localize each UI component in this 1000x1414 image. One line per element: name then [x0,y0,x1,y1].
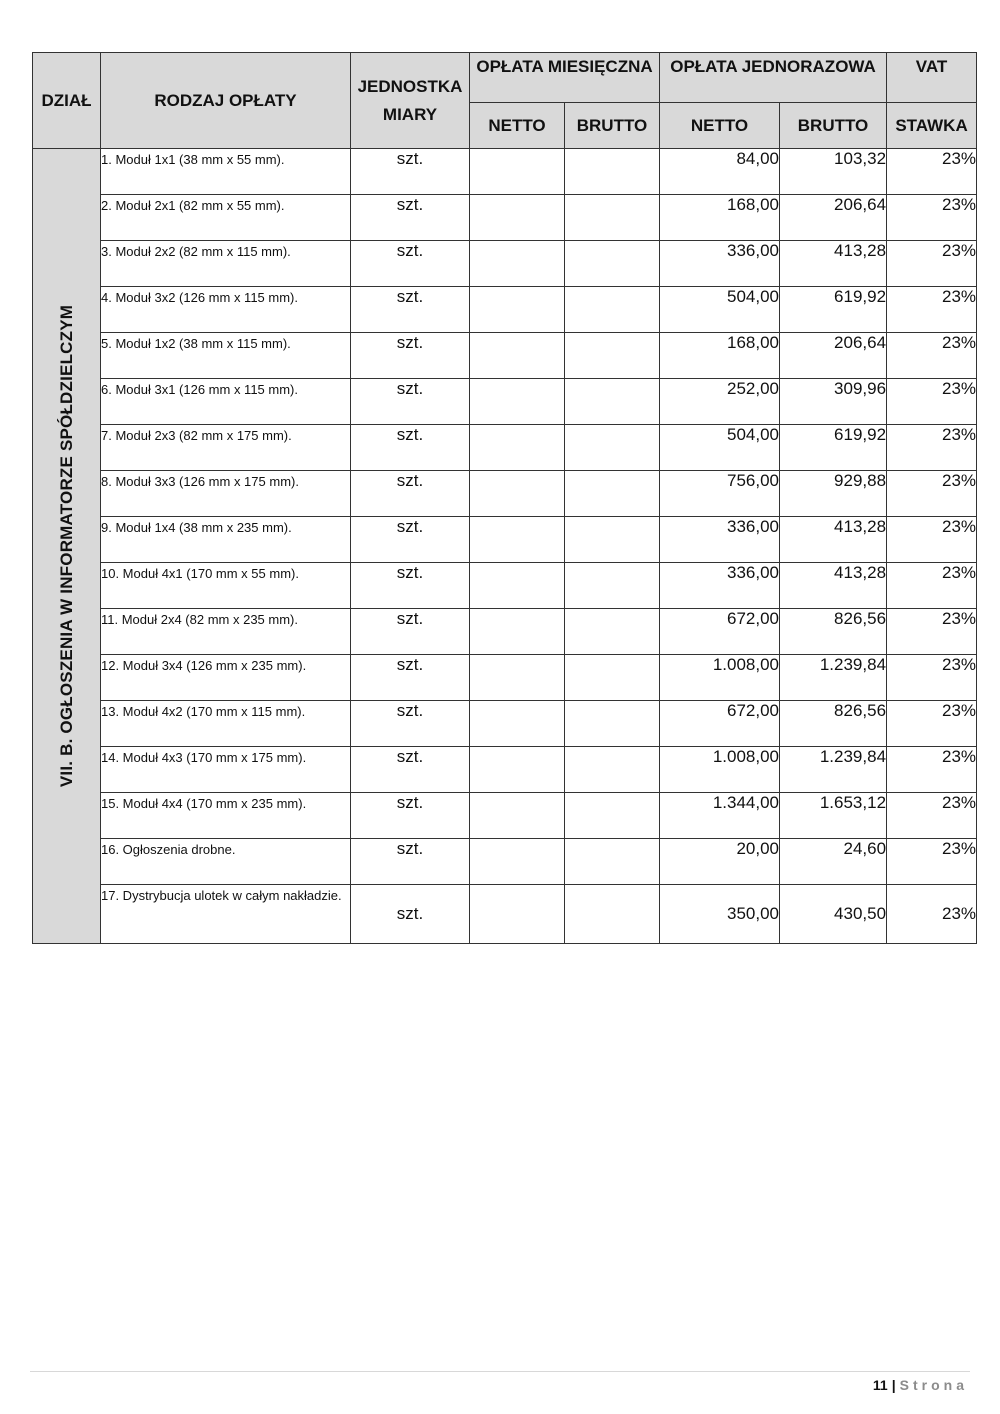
unit-cell: szt. [351,287,470,333]
vat-rate-cell: 23% [887,563,977,609]
monthly-brutto-cell [565,609,660,655]
section-label: VII. B. OGŁOSZENIA W INFORMATORZE SPÓŁDZIELCZYM [56,304,76,788]
unit-cell: szt. [351,747,470,793]
onetime-netto-cell: 252,00 [660,379,780,425]
header-netto-onetime: NETTO [660,103,780,149]
onetime-brutto-cell: 826,56 [780,701,887,747]
footer-separator: | [891,1377,896,1393]
vat-rate-cell: 23% [887,425,977,471]
onetime-netto-cell: 1.008,00 [660,747,780,793]
header-oplata-jednorazowa: OPŁATA JEDNORAZOWA [660,53,887,103]
table-row [33,379,977,425]
monthly-netto-cell [470,287,565,333]
fee-name-cell: 10. Moduł 4x1 (170 mm x 55 mm). [101,563,351,609]
onetime-brutto-cell: 24,60 [780,839,887,885]
monthly-netto-cell [470,333,565,379]
onetime-brutto-cell: 1.653,12 [780,793,887,839]
onetime-brutto-cell: 1.239,84 [780,747,887,793]
monthly-brutto-cell [565,195,660,241]
header-rodzaj-oplaty: RODZAJ OPŁATY [101,53,351,149]
vat-rate-cell: 23% [887,379,977,425]
table-row [33,195,977,241]
unit-cell: szt. [351,471,470,517]
onetime-netto-cell: 672,00 [660,609,780,655]
page-number: 11 [872,1377,888,1393]
monthly-netto-cell [470,241,565,287]
onetime-netto-cell: 84,00 [660,149,780,195]
fee-name-cell: 13. Moduł 4x2 (170 mm x 115 mm). [101,701,351,747]
monthly-netto-cell [470,655,565,701]
table-row [33,471,977,517]
monthly-netto-cell [470,839,565,885]
onetime-brutto-cell: 206,64 [780,195,887,241]
vat-rate-cell: 23% [887,839,977,885]
header-brutto-onetime: BRUTTO [780,103,887,149]
table-row [33,287,977,333]
fee-name-cell: 12. Moduł 3x4 (126 mm x 235 mm). [101,655,351,701]
onetime-netto-cell: 20,00 [660,839,780,885]
monthly-brutto-cell [565,793,660,839]
fee-name-cell: 11. Moduł 2x4 (82 mm x 235 mm). [101,609,351,655]
onetime-brutto-cell: 619,92 [780,425,887,471]
onetime-brutto-cell: 206,64 [780,333,887,379]
vat-rate-cell: 23% [887,793,977,839]
monthly-brutto-cell [565,655,660,701]
vat-rate-cell: 23% [887,471,977,517]
unit-cell: szt. [351,793,470,839]
header-vat: VAT [887,53,977,103]
onetime-brutto-cell: 826,56 [780,609,887,655]
table-row [33,839,977,885]
table-row [33,885,977,944]
fee-name-cell: 7. Moduł 2x3 (82 mm x 175 mm). [101,425,351,471]
vat-rate-cell: 23% [887,747,977,793]
vat-rate-cell: 23% [887,287,977,333]
monthly-netto-cell [470,747,565,793]
vat-rate-cell: 23% [887,701,977,747]
vat-rate-cell: 23% [887,655,977,701]
unit-cell: szt. [351,241,470,287]
onetime-netto-cell: 1.344,00 [660,793,780,839]
header-stawka: STAWKA [887,103,977,149]
table-row [33,747,977,793]
header-brutto-monthly: BRUTTO [565,103,660,149]
monthly-netto-cell [470,379,565,425]
footer-page-word: Strona [899,1377,968,1393]
onetime-brutto-cell: 619,92 [780,287,887,333]
monthly-brutto-cell [565,747,660,793]
vat-rate-cell: 23% [887,609,977,655]
onetime-netto-cell: 168,00 [660,195,780,241]
monthly-netto-cell [470,609,565,655]
table-body [33,149,977,944]
fee-name-cell: 14. Moduł 4x3 (170 mm x 175 mm). [101,747,351,793]
table-row [33,333,977,379]
fee-name-cell: 16. Ogłoszenia drobne. [101,839,351,885]
table-row [33,241,977,287]
vat-rate-cell: 23% [887,195,977,241]
table-row [33,701,977,747]
header-jednostka-miary: JEDNOSTKA MIARY [351,53,470,149]
unit-cell: szt. [351,333,470,379]
unit-cell: szt. [351,563,470,609]
fee-name-cell: 17. Dystrybucja ulotek w całym nakładzie. [101,885,351,944]
fee-name-cell: 2. Moduł 2x1 (82 mm x 55 mm). [101,195,351,241]
monthly-brutto-cell [565,517,660,563]
monthly-netto-cell [470,195,565,241]
onetime-brutto-cell: 103,32 [780,149,887,195]
monthly-brutto-cell [565,885,660,944]
onetime-netto-cell: 336,00 [660,517,780,563]
fee-name-cell: 4. Moduł 3x2 (126 mm x 115 mm). [101,287,351,333]
unit-cell: szt. [351,655,470,701]
table-row [33,563,977,609]
monthly-brutto-cell [565,241,660,287]
fee-name-cell: 3. Moduł 2x2 (82 mm x 115 mm). [101,241,351,287]
fees-table [32,52,977,944]
footer-divider [30,1371,970,1372]
unit-cell: szt. [351,885,470,944]
table-row [33,425,977,471]
table-row [33,609,977,655]
onetime-brutto-cell: 413,28 [780,517,887,563]
onetime-brutto-cell: 1.239,84 [780,655,887,701]
unit-cell: szt. [351,149,470,195]
monthly-netto-cell [470,793,565,839]
header-dzial: DZIAŁ [33,53,101,149]
onetime-brutto-cell: 309,96 [780,379,887,425]
onetime-netto-cell: 1.008,00 [660,655,780,701]
vat-rate-cell: 23% [887,517,977,563]
onetime-netto-cell: 504,00 [660,425,780,471]
monthly-brutto-cell [565,379,660,425]
fee-name-cell: 8. Moduł 3x3 (126 mm x 175 mm). [101,471,351,517]
unit-cell: szt. [351,609,470,655]
header-oplata-miesieczna: OPŁATA MIESIĘCZNA [470,53,660,103]
unit-cell: szt. [351,839,470,885]
onetime-netto-cell: 350,00 [660,885,780,944]
onetime-brutto-cell: 413,28 [780,241,887,287]
onetime-netto-cell: 504,00 [660,287,780,333]
monthly-brutto-cell [565,839,660,885]
vat-rate-cell: 23% [887,149,977,195]
vat-rate-cell: 23% [887,333,977,379]
monthly-brutto-cell [565,287,660,333]
unit-cell: szt. [351,425,470,471]
unit-cell: szt. [351,379,470,425]
monthly-netto-cell [470,701,565,747]
unit-cell: szt. [351,517,470,563]
monthly-brutto-cell [565,471,660,517]
monthly-brutto-cell [565,149,660,195]
onetime-netto-cell: 756,00 [660,471,780,517]
fee-name-cell: 15. Moduł 4x4 (170 mm x 235 mm). [101,793,351,839]
table-row [33,517,977,563]
monthly-brutto-cell [565,425,660,471]
monthly-netto-cell [470,149,565,195]
unit-cell: szt. [351,701,470,747]
onetime-brutto-cell: 929,88 [780,471,887,517]
monthly-netto-cell [470,885,565,944]
monthly-netto-cell [470,471,565,517]
page-footer [873,1377,968,1393]
monthly-netto-cell [470,517,565,563]
vat-rate-cell: 23% [887,241,977,287]
table-row [33,793,977,839]
monthly-brutto-cell [565,563,660,609]
monthly-netto-cell [470,563,565,609]
section-cell [33,149,101,944]
fee-name-cell: 6. Moduł 3x1 (126 mm x 115 mm). [101,379,351,425]
monthly-brutto-cell [565,333,660,379]
fee-name-cell: 9. Moduł 1x4 (38 mm x 235 mm). [101,517,351,563]
onetime-netto-cell: 168,00 [660,333,780,379]
onetime-brutto-cell: 430,50 [780,885,887,944]
onetime-netto-cell: 672,00 [660,701,780,747]
unit-cell: szt. [351,195,470,241]
fee-name-cell: 1. Moduł 1x1 (38 mm x 55 mm). [101,149,351,195]
onetime-netto-cell: 336,00 [660,241,780,287]
monthly-brutto-cell [565,701,660,747]
monthly-netto-cell [470,425,565,471]
table-row [33,149,977,195]
header-netto-monthly: NETTO [470,103,565,149]
onetime-netto-cell: 336,00 [660,563,780,609]
table-row [33,655,977,701]
fee-name-cell: 5. Moduł 1x2 (38 mm x 115 mm). [101,333,351,379]
onetime-brutto-cell: 413,28 [780,563,887,609]
vat-rate-cell: 23% [887,885,977,944]
